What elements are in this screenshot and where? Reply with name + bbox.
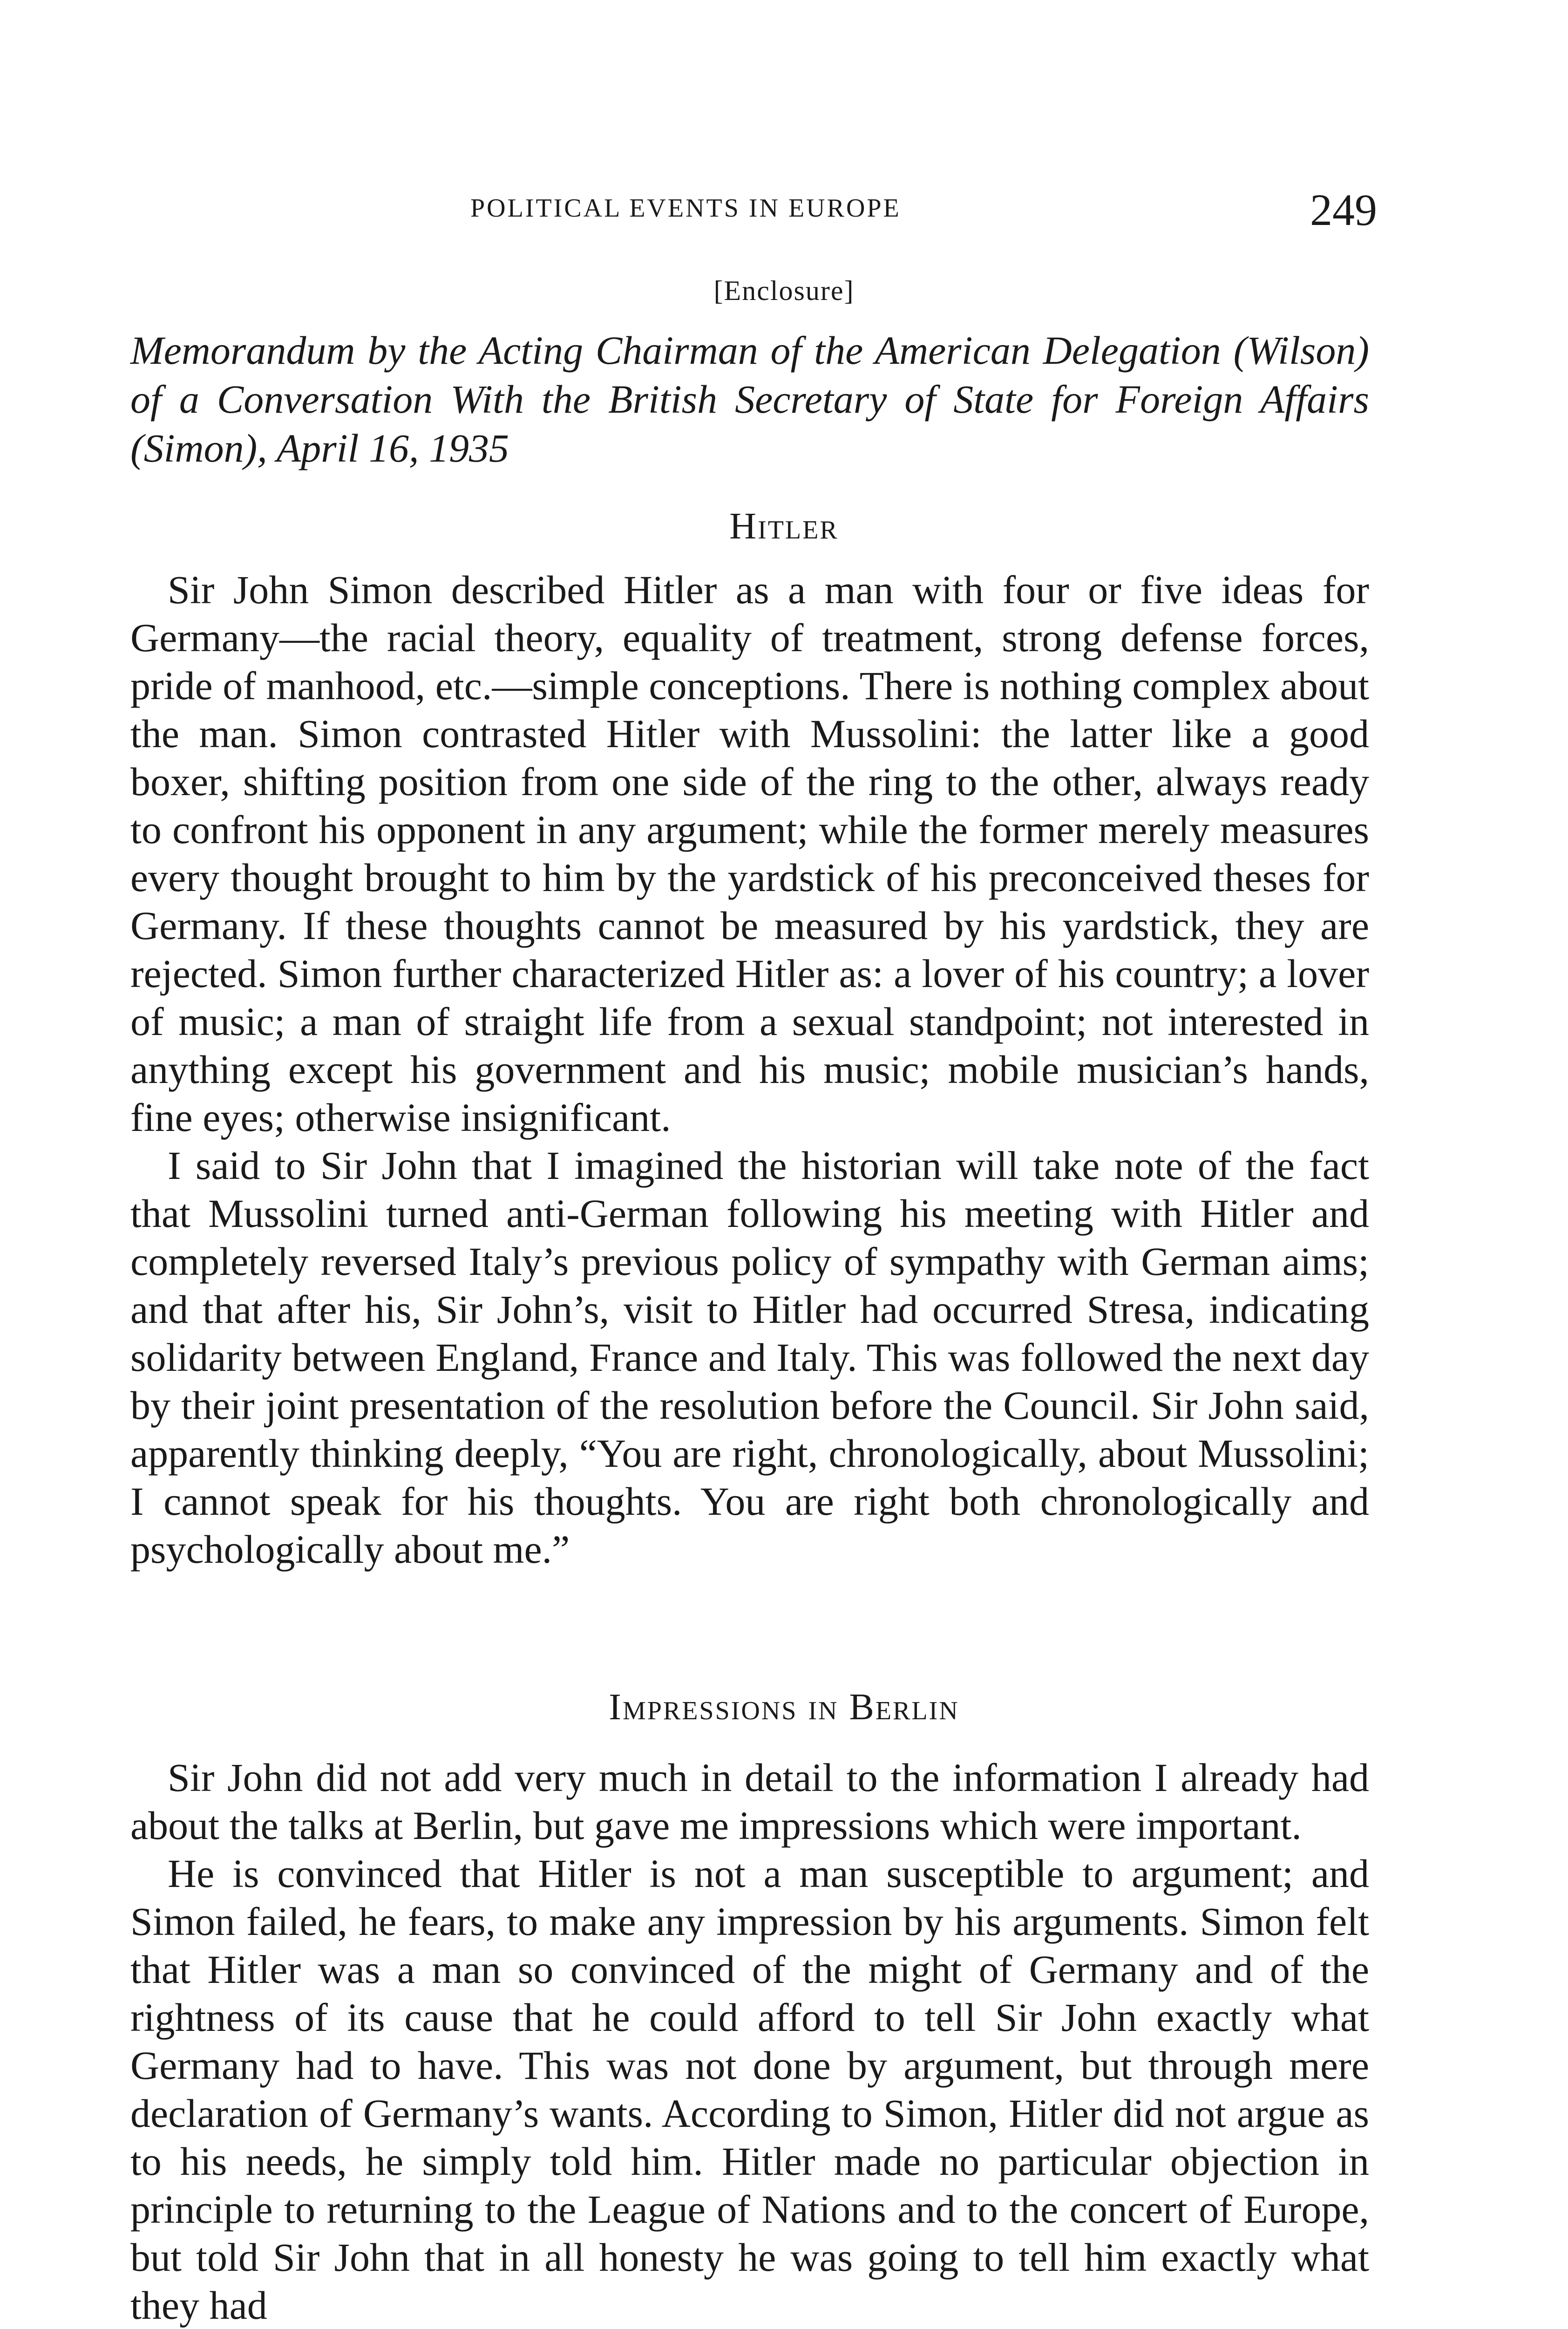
- enclosure-label: [Enclosure]: [713, 275, 855, 306]
- paragraph: He is convinced that Hitler is not a man susceptible to argument; and Simon failed, he fears, to make any impression by his arguments. Simon felt that Hitler was a man so convinced of the might of Germany and of the rightness of its cause that he could afford to tell Sir John exactly what Germany had to have. This was not done by argument, but through mere declaration of Germany’s wants. According to Simon, Hitler did not argue as to his needs, he simply told him. Hitler made no particular objection in principle to returning to the League of Nations and to the concert of Europe, but told Sir John that in all honesty he was going to tell him exactly what they had: [130, 1851, 1369, 2328]
- document-title: Memorandum by the Acting Chairman of the American Delegation (Wilson) of a Conversation With the British Secretary of State for Foreign Affairs (Simon), April 16, 1935: [130, 328, 1369, 470]
- paragraph: Sir John did not add very much in detail to the information I already had about the talks at Berlin, but gave me impressions which were important.: [130, 1755, 1369, 1848]
- paragraph: I said to Sir John that I imagined the historian will take note of the fact that Mussolini turned anti-German following his meeting with Hitler and completely reversed Italy’s previous policy of sympathy with German aims; and that after his, Sir John’s, visit to Hitler had occurred Stresa, indicating solidarity between England, France and Italy. This was followed the next day by their joint presentation of the resolution before the Council. Sir John said, apparently thinking deeply, “You are right, chronologically, about Mussolini; I cannot speak for his thoughts. You are right both chronologically and psychologically about me.”: [130, 1143, 1369, 1572]
- section-heading-hitler: Hitler: [729, 506, 839, 547]
- section-heading-impressions-in-berlin: Impressions in Berlin: [609, 1687, 959, 1728]
- running-head: POLITICAL EVENTS IN EUROPE: [470, 194, 901, 223]
- paragraph: Sir John Simon described Hitler as a man with four or five ideas for Germany—the racial theory, equality of treatment, strong defense forces, pride of manhood, etc.—simple conceptions. There is nothing complex about the man. Simon contrasted Hitler with Mussolini: the latter like a good boxer, shifting position from one side of the ring to the other, always ready to confront his opponent in any argument; while the former merely measures every thought brought to him by the yardstick of his preconceived theses for Germany. If these thoughts cannot be measured by his yardstick, they are rejected. Simon further characterized Hitler as: a lover of his country; a lover of music; a man of straight life from a sexual standpoint; not interested in anything except his government and his music; mobile musician’s hands, fine eyes; otherwise insignificant.: [130, 567, 1369, 1140]
- page-number: 249: [1310, 185, 1377, 235]
- section-body-impressions-in-berlin: [130, 1754, 1369, 2329]
- section-body-hitler: [130, 566, 1369, 1573]
